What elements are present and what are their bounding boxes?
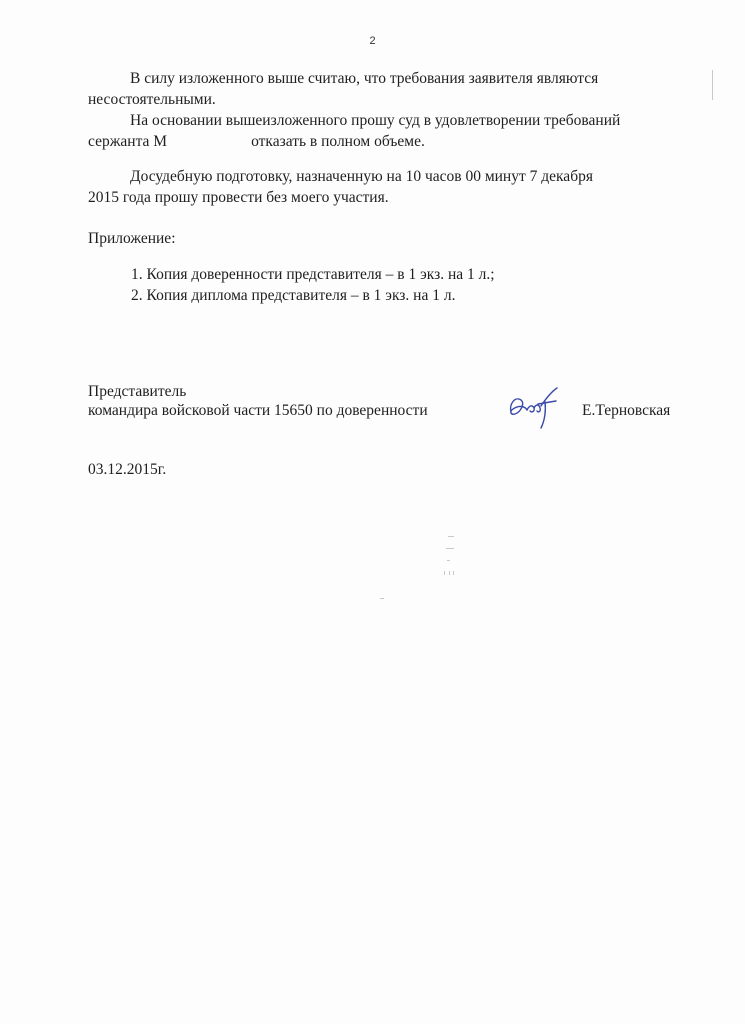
paragraph-text: Досудебную подготовку, назначенную на 10 часов 00 минут 7 декабря xyxy=(130,168,593,185)
sergeant-prefix: сержанта М xyxy=(88,133,168,150)
signer-unit: командира войсковой части 15650 по доверенности xyxy=(88,402,428,419)
paragraph-pretrial xyxy=(88,166,681,208)
document-date: 03.12.2015г. xyxy=(88,461,167,478)
page-number: 2 xyxy=(369,35,376,47)
paragraph-text: В силу изложенного выше считаю, что требования заявителя являются xyxy=(130,70,599,87)
paragraph-request xyxy=(88,110,681,152)
redacted-surname xyxy=(167,133,251,149)
paragraph-line: 2015 года прошу провести без моего участия. xyxy=(88,189,389,206)
paragraph-text: На основании вышеизложенного прошу суд в удовлетворении требований xyxy=(130,112,621,129)
refusal-text: отказать в полном объеме. xyxy=(251,133,425,150)
attachments-list xyxy=(131,264,495,306)
attachment-item: 1. Копия доверенности представителя – в 1 экз. на 1 л.; xyxy=(131,266,495,283)
paragraph-conclusion xyxy=(88,68,681,110)
signer-name: Е.Терновская xyxy=(582,402,671,419)
paragraph-line xyxy=(88,68,681,89)
paragraph-line xyxy=(88,110,681,131)
paragraph-line: несостоятельными. xyxy=(88,91,216,108)
signer-role: Представитель xyxy=(88,383,187,400)
attachment-item: 2. Копия диплома представителя – в 1 экз. на 1 л. xyxy=(131,287,456,304)
attachments-title: Приложение: xyxy=(88,230,176,247)
handwritten-signature xyxy=(505,382,565,430)
paragraph-line xyxy=(88,166,681,187)
paragraph-line xyxy=(88,131,681,152)
